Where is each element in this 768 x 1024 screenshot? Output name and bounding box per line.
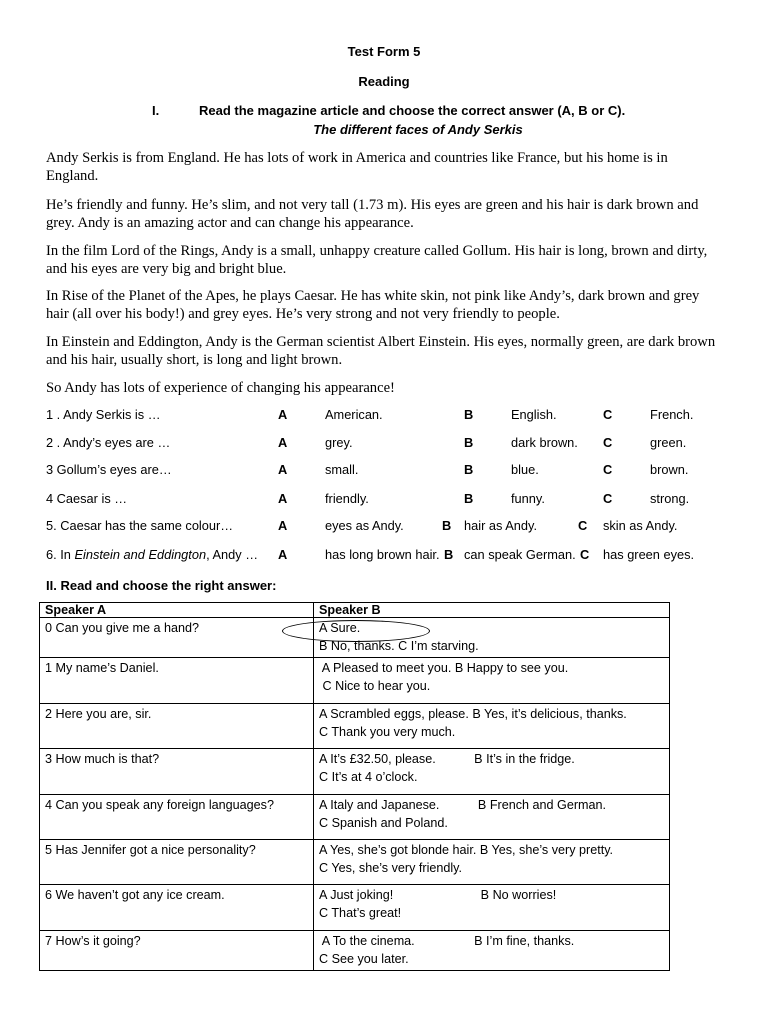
answer-line[interactable]: C Yes, she’s very friendly.: [319, 861, 463, 875]
option-letter-a: A: [278, 491, 288, 506]
option-b[interactable]: blue.: [511, 462, 539, 477]
option-a[interactable]: friendly.: [325, 491, 369, 506]
paragraph-3: In the film Lord of the Rings, Andy is a small, unhappy creature called Gollum. His hair is long, brown and dirty, and his eyes are very big and bright blue.: [46, 243, 708, 277]
answer-line[interactable]: A Scrambled eggs, please. B Yes, it’s delicious, thanks.: [319, 707, 627, 721]
speaker-a-cell: 1 My name’s Daniel.: [40, 658, 314, 704]
answer-line[interactable]: A Just joking! B No worries!: [319, 888, 557, 902]
option-b[interactable]: funny.: [511, 491, 545, 506]
option-b[interactable]: English.: [511, 407, 557, 422]
option-letter-a: A: [278, 547, 288, 562]
answer-line[interactable]: C See you later.: [319, 952, 409, 966]
option-c[interactable]: strong.: [650, 491, 690, 506]
answer-line[interactable]: C Nice to hear you.: [319, 679, 431, 693]
option-a[interactable]: small.: [325, 462, 359, 477]
closing-sentence: So Andy has lots of experience of changing his appearance!: [46, 380, 395, 396]
speaker-a-cell: 2 Here you are, sir.: [40, 704, 314, 749]
table-row: [40, 931, 670, 971]
option-letter-a: A: [278, 407, 288, 422]
option-letter-b: B: [442, 518, 452, 533]
speaker-b-cell[interactable]: [314, 931, 670, 971]
speaker-a-cell: 6 We haven’t got any ice cream.: [40, 885, 314, 931]
column-header-speaker-b: Speaker B: [314, 603, 670, 618]
part1-instruction: Read the magazine article and choose the correct answer (A, B or C).: [199, 103, 626, 118]
question-stem: 2 . Andy’s eyes are …: [46, 435, 171, 450]
option-letter-c: C: [603, 435, 613, 450]
answer-line[interactable]: A Pleased to meet you. B Happy to see you.: [319, 661, 569, 675]
table-row: [40, 749, 670, 795]
table-row: [40, 885, 670, 931]
answer-line[interactable]: A To the cinema. B I’m fine, thanks.: [319, 934, 575, 948]
question-stem: 5. Caesar has the same colour…: [46, 518, 234, 533]
table-row: [40, 658, 670, 704]
option-letter-b: B: [464, 435, 474, 450]
question-stem: 1 . Andy Serkis is …: [46, 407, 161, 422]
answer-line[interactable]: C Thank you very much.: [319, 725, 456, 739]
paragraph-4: In Rise of the Planet of the Apes, he plays Caesar. He has white skin, not pink like Andy’s, dark brown and grey hair (all over his body!) and grey eyes. He’s very strong and not very friendly to people.: [46, 288, 700, 322]
form-title: Test Form 5: [347, 44, 421, 59]
option-letter-c: C: [580, 547, 590, 562]
option-letter-b: B: [464, 407, 474, 422]
speaker-a-cell: 5 Has Jennifer got a nice personality?: [40, 840, 314, 885]
option-letter-c: C: [603, 462, 613, 477]
speaker-b-cell[interactable]: [314, 840, 670, 885]
article-title: The different faces of Andy Serkis: [313, 122, 523, 137]
option-letter-c: C: [603, 407, 613, 422]
option-a[interactable]: eyes as Andy.: [325, 518, 404, 533]
answer-line[interactable]: C It’s at 4 o’clock.: [319, 770, 418, 784]
part2-instruction: II. Read and choose the right answer:: [46, 578, 277, 593]
speaker-b-cell[interactable]: [314, 658, 670, 704]
paragraph-5: In Einstein and Eddington, Andy is the German scientist Albert Einstein. His eyes, normally green, are dark brown and his hair, usually short, is long and light brown.: [46, 334, 716, 368]
option-c[interactable]: skin as Andy.: [603, 518, 678, 533]
option-c[interactable]: has green eyes.: [603, 547, 695, 562]
table-row: [40, 840, 670, 885]
table-row: [40, 704, 670, 749]
option-letter-a: A: [278, 435, 288, 450]
option-letter-a: A: [278, 462, 288, 477]
option-b[interactable]: dark brown.: [511, 435, 578, 450]
option-letter-b: B: [444, 547, 454, 562]
speaker-b-cell[interactable]: [314, 795, 670, 840]
speaker-a-cell: 4 Can you speak any foreign languages?: [40, 795, 314, 840]
option-a[interactable]: grey.: [325, 435, 353, 450]
answer-line[interactable]: C That’s great!: [319, 906, 402, 920]
option-c[interactable]: green.: [650, 435, 687, 450]
option-c[interactable]: brown.: [650, 462, 689, 477]
paragraph-1: Andy Serkis is from England. He has lots of work in America and countries like France, but his home is in England.: [46, 150, 668, 184]
answer-line[interactable]: A Sure.: [319, 621, 361, 635]
option-a[interactable]: American.: [325, 407, 383, 422]
option-letter-c: C: [578, 518, 588, 533]
answer-line[interactable]: A It’s £32.50, please. B It’s in the fridge.: [319, 752, 575, 766]
answer-line[interactable]: B No, thanks. C I’m starving.: [319, 639, 479, 653]
answer-line[interactable]: A Yes, she’s got blonde hair. B Yes, she’s very pretty.: [319, 843, 614, 857]
option-letter-c: C: [603, 491, 613, 506]
speaker-a-cell: 0 Can you give me a hand?: [40, 618, 314, 658]
speaker-b-cell[interactable]: [314, 885, 670, 931]
answer-line[interactable]: C Spanish and Poland.: [319, 816, 448, 830]
option-letter-b: B: [464, 462, 474, 477]
speaker-b-cell[interactable]: [314, 704, 670, 749]
speaker-b-cell[interactable]: [314, 749, 670, 795]
answer-circle-mark: [282, 620, 430, 642]
table-row: [40, 795, 670, 840]
speaker-a-cell: 7 How’s it going?: [40, 931, 314, 971]
option-letter-a: A: [278, 518, 288, 533]
answer-line[interactable]: A Italy and Japanese. B French and German.: [319, 798, 607, 812]
dialogue-table: [39, 602, 670, 971]
question-stem: 6. In Einstein and Eddington, Andy …: [46, 547, 259, 562]
question-stem: 3 Gollum’s eyes are…: [46, 462, 172, 477]
paragraph-2: He’s friendly and funny. He’s slim, and not very tall (1.73 m). His eyes are green and his hair is dark brown and grey. Andy is an amazing actor and can change his appearance.: [46, 197, 699, 231]
part1-number: I.: [152, 103, 160, 118]
option-a[interactable]: has long brown hair.: [325, 547, 440, 562]
column-header-speaker-a: Speaker A: [40, 603, 314, 618]
table-header-row: [40, 603, 670, 618]
section-title: Reading: [358, 74, 410, 89]
option-letter-b: B: [464, 491, 474, 506]
option-c[interactable]: French.: [650, 407, 694, 422]
option-b[interactable]: hair as Andy.: [464, 518, 538, 533]
question-stem: 4 Caesar is …: [46, 491, 128, 506]
speaker-a-cell: 3 How much is that?: [40, 749, 314, 795]
option-b[interactable]: can speak German.: [464, 547, 576, 562]
